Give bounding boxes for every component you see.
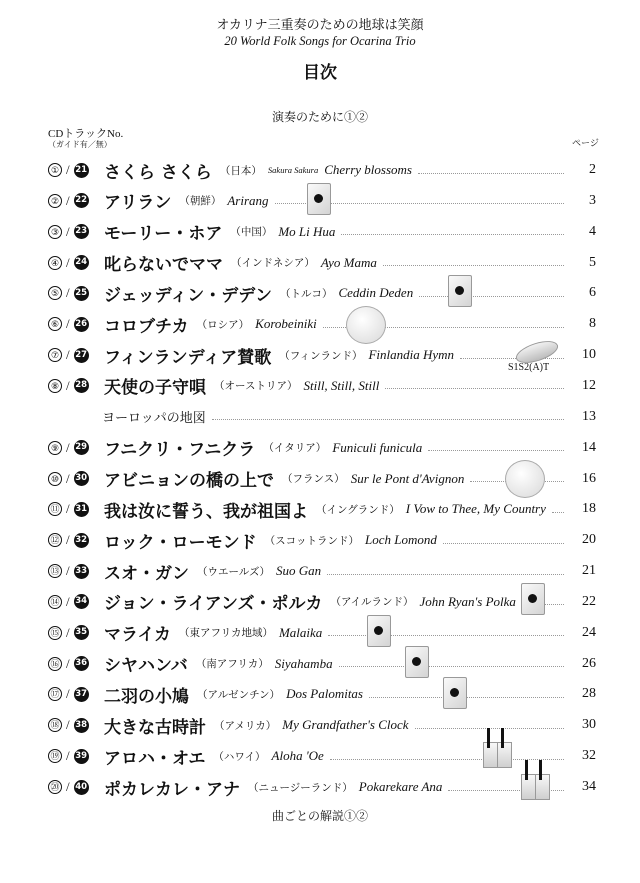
leader-dots — [418, 173, 564, 174]
song-title-jp: ジェッディン・デデン — [104, 285, 272, 306]
track-separator: / — [66, 377, 70, 393]
page-number: 14 — [582, 439, 596, 455]
track-separator: / — [66, 655, 70, 671]
cd-track-numbers — [48, 316, 102, 332]
cajon-icon — [405, 646, 429, 678]
no-guide-track-number: 37 — [74, 687, 89, 702]
track-separator: / — [66, 162, 70, 177]
toc-entry[interactable] — [48, 743, 596, 769]
song-title-en: Siyahamba — [274, 655, 333, 671]
toc-entry[interactable] — [48, 712, 596, 738]
song-country: （ニュージーランド） — [248, 781, 353, 794]
song-country: （スコットランド） — [264, 534, 359, 547]
page-number: 24 — [582, 624, 596, 640]
leader-dots — [383, 265, 564, 266]
cajon-icon — [367, 615, 391, 647]
guide-track-number: ⑭ — [48, 595, 62, 609]
page-number: 5 — [589, 254, 596, 270]
guide-track-number: ⑥ — [48, 317, 62, 331]
page-number: 20 — [582, 532, 596, 548]
song-title-jp: フニクリ・フニクラ — [104, 440, 256, 461]
cajon-icon — [307, 183, 331, 215]
page-number: 6 — [589, 285, 596, 301]
cd-track-numbers — [48, 440, 102, 456]
cajon-icon — [443, 677, 467, 709]
song-title-en: Suo Gan — [275, 563, 322, 579]
guide-track-number: ③ — [48, 225, 62, 239]
toc-entry[interactable] — [48, 527, 596, 553]
track-separator: / — [66, 717, 70, 733]
leader-dots — [552, 512, 564, 513]
cd-track-numbers — [48, 594, 102, 610]
song-title-jp: フィンランディア賛歌 — [104, 347, 272, 368]
track-separator: / — [66, 779, 70, 794]
song-title-en: Ceddin Deden — [338, 285, 414, 301]
page-number: 10 — [582, 347, 596, 363]
track-separator: / — [66, 748, 70, 764]
section-link-performance[interactable]: 演奏のために①② — [271, 110, 368, 124]
song-title-en: Korobeiniki — [255, 316, 317, 332]
song-country: （ハワイ） — [213, 750, 266, 763]
no-guide-track-number: 26 — [74, 317, 89, 332]
page-number: 8 — [589, 316, 596, 332]
song-title-jp: ポカレカレ・アナ — [104, 779, 240, 800]
book-title: オカリナ三重奏のための地球は笑顔 — [216, 18, 424, 33]
track-separator: / — [66, 470, 70, 486]
cd-track-numbers — [48, 748, 102, 764]
toc-entry[interactable] — [48, 435, 596, 461]
leader-dots — [341, 234, 564, 235]
track-separator: / — [66, 192, 70, 208]
no-guide-track-number: 30 — [74, 471, 89, 486]
song-title-jp: 叱らないでママ — [104, 255, 223, 276]
song-country: （インドネシア） — [231, 257, 315, 270]
no-guide-track-number: 40 — [74, 780, 89, 795]
song-country: （トルコ） — [279, 287, 333, 300]
guide-track-number: ⑫ — [48, 533, 62, 547]
toc-entry[interactable] — [48, 157, 596, 183]
song-title-jp: ロック・ローモンド — [104, 532, 257, 553]
toc-heading: 目次 — [303, 63, 337, 83]
track-separator: / — [66, 347, 70, 363]
song-title-en: John Ryan's Polka — [419, 593, 516, 609]
leader-dots — [327, 574, 564, 575]
no-guide-track-number: 22 — [74, 193, 89, 208]
toc-entry[interactable] — [48, 620, 596, 646]
leader-dots — [212, 419, 564, 420]
leader-dots — [443, 543, 564, 544]
guide-track-number: ⑮ — [48, 626, 62, 640]
song-country: （イタリア） — [263, 442, 327, 455]
song-title-jp: さくら さくら — [104, 162, 212, 183]
no-guide-track-number: 27 — [74, 348, 89, 363]
song-country: （ウエールズ） — [197, 565, 270, 578]
map-entry-title: ヨーロッパの地図 — [102, 411, 206, 427]
page-number: 3 — [589, 192, 596, 208]
song-title-jp: モーリー・ホア — [104, 224, 223, 245]
song-country: （東アフリカ地域） — [178, 627, 273, 640]
song-country: （中国） — [230, 226, 273, 239]
page-number: 32 — [582, 748, 596, 764]
cd-track-numbers — [48, 471, 102, 487]
song-title-en: Dos Palomitas — [286, 686, 363, 702]
track-separator: / — [66, 285, 70, 301]
song-country: （イングランド） — [316, 503, 400, 516]
song-title-en: Cherry blossoms — [324, 162, 412, 177]
no-guide-track-number: 39 — [74, 749, 89, 764]
cajon-icon — [521, 583, 545, 615]
chimes-icon — [483, 728, 511, 768]
toc-entry[interactable] — [48, 651, 596, 677]
song-title-jp: マライカ — [104, 625, 171, 646]
track-separator: / — [66, 593, 70, 609]
page-column-label: ページ — [572, 139, 599, 149]
section-link-commentary[interactable]: 曲ごとの解説①② — [271, 809, 368, 823]
cd-track-numbers — [48, 347, 102, 363]
song-title-jp: 二羽の小鳩 — [104, 686, 189, 707]
guide-track-number: ⑤ — [48, 286, 62, 300]
no-guide-track-number: 31 — [74, 502, 89, 517]
page-number: 26 — [582, 655, 596, 671]
page-number: 18 — [582, 501, 596, 517]
song-country: （アメリカ） — [214, 719, 277, 732]
leader-dots — [419, 296, 564, 297]
cd-track-numbers — [48, 779, 102, 795]
guide-track-number: ⑰ — [48, 687, 62, 701]
toc-entry-map[interactable] — [48, 404, 596, 430]
page-number: 30 — [582, 717, 596, 733]
no-guide-track-number: 32 — [74, 533, 89, 548]
song-title-jp: スオ・ガン — [104, 563, 189, 584]
track-separator: / — [66, 501, 70, 517]
cd-track-numbers — [48, 625, 102, 641]
page-number: 4 — [589, 223, 596, 239]
no-guide-track-number: 38 — [74, 718, 89, 733]
toc-entry[interactable] — [48, 373, 596, 399]
no-guide-track-number: 34 — [74, 594, 89, 609]
cd-track-numbers — [48, 193, 102, 209]
ocarina-part-label: S1S2(A)T — [508, 362, 550, 373]
leader-dots — [428, 450, 564, 451]
no-guide-track-number: 25 — [74, 286, 89, 301]
leader-dots — [339, 666, 564, 667]
no-guide-track-number: 36 — [74, 656, 89, 671]
song-title-en: Loch Lomond — [364, 532, 437, 548]
cajon-icon — [448, 275, 472, 307]
song-country: （南アフリカ） — [195, 658, 269, 671]
song-country: （フィンランド） — [279, 349, 363, 362]
song-country: （日本） — [219, 164, 262, 177]
song-title-jp: アビニョンの橋の上で — [104, 471, 274, 491]
song-country: （朝鮮） — [179, 195, 222, 208]
toc-entry[interactable] — [48, 219, 596, 245]
page-number: 13 — [582, 408, 596, 424]
song-title-en: Sur le Pont d'Avignon — [350, 470, 465, 486]
cd-track-numbers — [48, 563, 102, 579]
page-number: 2 — [589, 162, 596, 177]
guide-track-number: ⑱ — [48, 718, 62, 732]
leader-dots — [385, 388, 564, 389]
guide-track-number: ⑬ — [48, 564, 62, 578]
page-number: 21 — [582, 563, 596, 579]
song-country: （アルゼンチン） — [197, 688, 281, 701]
guide-track-number: ① — [48, 163, 62, 177]
guide-track-number: ⑳ — [48, 780, 62, 794]
toc-entry[interactable] — [48, 250, 596, 276]
cd-track-numbers — [48, 656, 102, 672]
guide-track-number: ⑪ — [48, 502, 62, 516]
leader-dots — [328, 635, 564, 636]
no-guide-track-number: 35 — [74, 625, 89, 640]
track-separator: / — [66, 686, 70, 702]
cd-track-numbers — [48, 255, 102, 271]
cd-track-column-label: CDトラックNo. — [48, 128, 124, 140]
track-separator: / — [66, 223, 70, 239]
track-separator: / — [66, 439, 70, 455]
leader-dots — [460, 358, 564, 359]
song-title-en: Ayo Mama — [320, 254, 377, 270]
cd-track-column-sublabel: （ガイド有／無） — [48, 140, 112, 149]
toc-entry[interactable] — [48, 280, 596, 306]
track-separator: / — [66, 563, 70, 579]
song-title-en: Pokarekare Ana — [358, 779, 443, 794]
toc-entry[interactable] — [48, 774, 596, 800]
cd-track-numbers — [48, 378, 102, 394]
song-title-jp: 天使の子守唄 — [104, 378, 206, 399]
song-title-en: Mo Li Hua — [278, 223, 336, 239]
toc-entry[interactable] — [48, 311, 596, 337]
tambourine-icon — [346, 306, 386, 344]
book-subtitle: 20 World Folk Songs for Ocarina Trio — [224, 34, 416, 48]
song-country: （アイルランド） — [330, 596, 414, 609]
cd-track-numbers — [48, 224, 102, 240]
song-title-en: Finlandia Hymn — [368, 347, 455, 363]
no-guide-track-number: 23 — [74, 224, 89, 239]
toc-entry[interactable] — [48, 558, 596, 584]
song-title-jp: シヤハンバ — [104, 656, 188, 677]
cd-track-numbers — [48, 285, 102, 301]
song-country: （フランス） — [282, 473, 345, 485]
song-title-romaji: Sakura Sakura — [267, 165, 319, 175]
song-title-en: Aloha 'Oe — [271, 748, 324, 764]
track-separator: / — [66, 316, 70, 332]
song-title-jp: 大きな古時計 — [104, 717, 206, 738]
toc-entry[interactable] — [48, 496, 596, 522]
song-title-en: Malaika — [278, 624, 323, 640]
song-title-en: Funiculi funicula — [332, 439, 423, 455]
cd-track-numbers — [48, 717, 102, 733]
song-title-jp: ジョン・ライアンズ・ポルカ — [104, 594, 323, 615]
guide-track-number: ④ — [48, 256, 62, 270]
guide-track-number: ⑯ — [48, 657, 62, 671]
song-title-en: Still, Still, Still — [303, 377, 380, 393]
no-guide-track-number: 21 — [74, 163, 89, 178]
song-title-jp: アロハ・オエ — [104, 748, 206, 769]
guide-track-number: ⑩ — [48, 472, 62, 486]
cd-track-numbers — [48, 532, 102, 548]
page-number: 12 — [582, 377, 596, 393]
song-country: （ロシア） — [196, 318, 250, 331]
no-guide-track-number: 24 — [74, 255, 89, 270]
page-number: 34 — [582, 779, 596, 794]
song-country: （オーストリア） — [214, 380, 298, 393]
no-guide-track-number: 33 — [74, 564, 89, 579]
page-number: 16 — [582, 470, 596, 486]
song-title-en: I Vow to Thee, My Country — [405, 501, 546, 517]
no-guide-track-number: 29 — [74, 440, 89, 455]
toc-entry[interactable] — [48, 589, 596, 615]
no-guide-track-number: 28 — [74, 378, 89, 393]
page-number: 28 — [582, 686, 596, 702]
song-title-jp: コロブチカ — [104, 316, 189, 337]
guide-track-number: ⑧ — [48, 379, 62, 393]
guide-track-number: ⑨ — [48, 441, 62, 455]
chimes-icon — [521, 760, 549, 800]
guide-track-number: ⑲ — [48, 749, 62, 763]
track-separator: / — [66, 624, 70, 640]
tambourine-icon — [505, 460, 545, 498]
song-title-en: My Grandfather's Clock — [282, 717, 409, 733]
cd-track-numbers — [48, 501, 102, 517]
cd-track-numbers — [48, 162, 102, 178]
song-title-jp: 我は汝に誓う、我が祖国よ — [104, 501, 308, 522]
guide-track-number: ⑦ — [48, 348, 62, 362]
track-separator: / — [66, 532, 70, 548]
song-title-jp: アリラン — [104, 193, 172, 214]
cd-track-numbers — [48, 686, 102, 702]
track-separator: / — [66, 254, 70, 270]
toc-entry[interactable] — [48, 681, 596, 707]
guide-track-number: ② — [48, 194, 62, 208]
song-title-en: Arirang — [227, 192, 269, 208]
page-number: 22 — [582, 593, 596, 609]
